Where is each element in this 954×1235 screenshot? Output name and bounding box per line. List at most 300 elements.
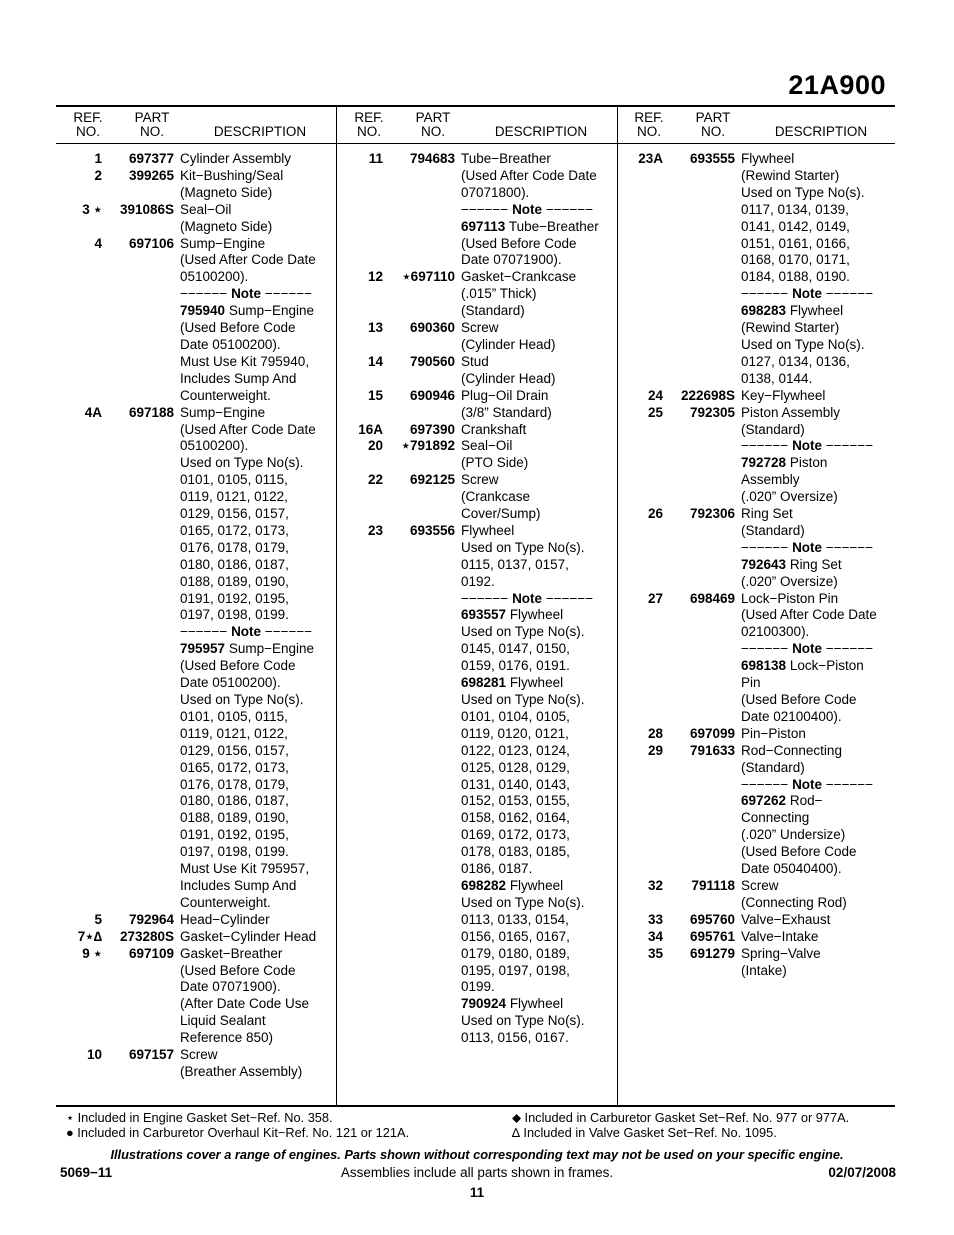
ref-number [617,793,663,810]
part-number [663,472,735,489]
part-row [56,236,336,253]
part-description: Used on Type No(s). [180,692,304,707]
ref-number [617,472,663,489]
part-description: Includes Sump And [180,370,297,386]
part-description: 0113, 0133, 0154, [461,911,569,927]
part-description: (Used Before Code [180,658,296,674]
part-number [383,624,455,641]
part-row [337,354,617,371]
part-number: ⋆791892 [401,438,455,454]
part-number [383,168,455,185]
part-row [617,151,895,168]
part-number [383,658,455,675]
part-description: Counterweight. [180,894,271,910]
ref-number: 15 [367,387,383,403]
part-row-continuation [617,895,895,912]
part-row-continuation [617,692,895,709]
ref-number [337,743,383,760]
part-description: Assembly [741,472,800,488]
part-row-continuation [617,489,895,506]
ref-number [337,895,383,912]
part-number [663,252,735,269]
ref-number [337,591,383,608]
part-number [383,777,455,794]
part-description: Screw [461,472,499,488]
note-divider: −−−−−− Note −−−−−− [461,590,594,606]
part-description: 0101, 0104, 0105, [461,708,570,724]
part-number: 697109 [128,945,174,961]
part-description: (Used Before Code [180,320,296,336]
alternate-part-description: Flywheel [506,607,564,623]
ref-number [337,777,383,794]
part-row-continuation [56,827,336,844]
part-description: 0165, 0172, 0173, [180,522,289,538]
part-row-continuation [337,303,617,320]
part-description: Cylinder Assembly [180,151,292,166]
part-description: (Standard) [741,421,805,437]
part-description: (Used After Code Date [741,607,877,623]
part-row [617,405,895,422]
part-row-continuation [337,844,617,861]
part-number [102,540,174,557]
parts-column-3 [617,107,895,1105]
ref-number [56,591,102,608]
part-description: Counterweight. [180,387,271,403]
part-description: (Used Before Code [741,844,857,860]
part-number: 698469 [689,590,735,606]
part-description: Sump−Engine [180,404,266,420]
part-row-continuation [56,793,336,810]
part-row-continuation [56,303,336,320]
part-row-continuation [617,793,895,810]
column-header [617,107,895,144]
ref-number [337,405,383,422]
part-number [383,489,455,506]
legend-carburetor-kit: ● Included in Carburetor Overhaul Kit−Ref. No. 121 or 121A. [66,1125,410,1140]
part-description [455,878,617,895]
part-row-continuation [617,320,895,337]
part-description: Gasket−Cylinder Head [180,928,317,944]
part-row-continuation [56,641,336,658]
part-number [102,455,174,472]
part-number [383,591,455,608]
ref-number [617,489,663,506]
part-description: 0151, 0161, 0166, [741,235,850,251]
part-row-continuation [337,607,617,624]
header-ref-no: REF. NO. [354,110,384,139]
ref-number [337,827,383,844]
ref-number [617,337,663,354]
part-row-continuation [56,269,336,286]
part-row-continuation [617,236,895,253]
ref-number [617,658,663,675]
part-row-continuation [337,489,617,506]
part-number [102,303,174,320]
part-description: 0168, 0170, 0171, [741,252,850,268]
ref-number [56,252,102,269]
ref-number [337,929,383,946]
part-row-continuation [56,996,336,1013]
part-description: Reference 850) [180,1030,274,1046]
part-description: Must Use Kit 795957, [180,861,310,877]
part-number [102,1030,174,1047]
ref-number [337,946,383,963]
ref-number [337,219,383,236]
part-description: Must Use Kit 795940, [180,353,310,369]
part-number [102,624,174,641]
part-number [663,337,735,354]
part-row-continuation [337,202,617,219]
part-description: (Cylinder Head) [461,336,556,352]
part-description: Used on Type No(s). [461,624,585,640]
part-number [102,337,174,354]
ref-number [56,743,102,760]
part-number [383,844,455,861]
part-row-continuation [56,658,336,675]
ref-number [56,895,102,912]
part-row-continuation [617,354,895,371]
part-number: 690946 [409,387,455,403]
part-description: 0188, 0189, 0190, [180,573,289,589]
parts-column-1 [56,107,336,1105]
ref-number [337,607,383,624]
ref-number [337,996,383,1013]
part-description: (.020” Oversize) [741,489,838,505]
ref-number: 11 [368,151,383,166]
part-number [383,760,455,777]
ref-number [56,506,102,523]
part-row-continuation [56,844,336,861]
part-number [383,912,455,929]
part-row-continuation [617,523,895,540]
part-description: 0158, 0162, 0164, [461,810,570,826]
part-number [663,709,735,726]
part-description: Lock−Piston Pin [741,590,839,606]
part-number [102,827,174,844]
part-description: (Used Before Code [741,692,857,707]
part-description: 0141, 0142, 0149, [741,218,850,234]
ref-number [617,810,663,827]
legend-valve-gasket: ∆ Included in Valve Gasket Set−Ref. No. 1095. [512,1125,777,1140]
ref-number [617,895,663,912]
ref-number: 27 [647,590,663,606]
part-description: Used on Type No(s). [461,894,585,910]
part-row [617,912,895,929]
part-number [383,793,455,810]
part-number: 792305 [689,404,735,420]
part-description: (Crankcase [461,489,531,505]
ref-number [56,523,102,540]
part-number [663,185,735,202]
part-description [455,219,617,236]
part-number [383,405,455,422]
part-row-continuation [56,726,336,743]
ref-number [617,641,663,658]
part-row-continuation [337,557,617,574]
part-row-continuation [617,219,895,236]
part-row-continuation [337,591,617,608]
part-description [174,303,336,320]
part-number [383,963,455,980]
part-row-continuation [56,591,336,608]
part-row [617,388,895,405]
part-row-continuation [617,557,895,574]
part-row-continuation [337,337,617,354]
header-part-no: PART NO. [134,110,170,139]
part-description: 0191, 0192, 0195, [180,827,289,843]
part-row-continuation [56,489,336,506]
ref-number [56,489,102,506]
part-number [663,793,735,810]
part-description: 0197, 0198, 0199. [180,844,289,860]
part-row-continuation [617,861,895,878]
part-row-continuation [56,422,336,439]
part-description: 0165, 0172, 0173, [180,759,289,775]
part-row-continuation [337,540,617,557]
part-row [617,946,895,963]
part-description: 0192. [461,573,495,589]
part-number [663,861,735,878]
part-number [102,388,174,405]
part-number [383,726,455,743]
ref-number [56,540,102,557]
part-row-continuation [56,219,336,236]
part-description: 0127, 0134, 0136, [741,353,850,369]
part-description: (.020” Undersize) [741,827,846,843]
part-description: 0131, 0140, 0143, [461,776,570,792]
ref-number [56,658,102,675]
part-number [663,692,735,709]
header-part-no: PART NO. [695,110,731,139]
part-description: (Breather Assembly) [180,1063,303,1079]
ref-number [617,523,663,540]
part-description: Screw [741,877,779,893]
part-number: 697106 [128,235,174,251]
ref-number [337,202,383,219]
part-row-continuation [56,438,336,455]
part-row-continuation [56,252,336,269]
ref-number: 9 ⋆ [82,945,102,961]
part-description: Stud [461,353,489,369]
part-number: 691279 [689,945,735,961]
part-row-continuation [337,726,617,743]
alternate-part-number: 693557 [461,607,507,623]
ref-number [337,337,383,354]
part-row-continuation [617,455,895,472]
alternate-part-description: Piston [786,455,828,471]
part-number [383,236,455,253]
part-description: Seal−Oil [180,201,232,217]
part-number: 697390 [409,421,455,437]
part-number [383,557,455,574]
part-number [383,709,455,726]
model-number: 21A900 [788,70,886,100]
part-description: Rod−Connecting [741,742,842,758]
part-row [617,506,895,523]
part-description: (3/8” Standard) [461,404,552,420]
part-number [383,506,455,523]
part-description: (Intake) [741,962,787,978]
ref-number: 12 [367,269,383,285]
part-row-continuation [337,861,617,878]
part-description: 0101, 0105, 0115, [180,708,288,724]
ref-number [617,963,663,980]
part-row-continuation [337,760,617,777]
part-row-continuation [56,963,336,980]
part-number [383,861,455,878]
part-description: Connecting [741,810,810,826]
part-description [455,996,617,1013]
part-description: Seal−Oil [461,438,513,454]
part-row [337,438,617,455]
parts-list [56,144,336,1081]
ref-number [56,371,102,388]
ref-number [56,1013,102,1030]
part-row-continuation [617,963,895,980]
part-number [383,675,455,692]
note-divider: −−−−−− Note −−−−−− [741,438,874,454]
part-description: Includes Sump And [180,877,297,893]
part-row-continuation [337,219,617,236]
part-description: Tube−Breather [461,151,551,166]
part-number: 791633 [689,742,735,758]
ref-number: 4 [94,235,102,251]
part-row-continuation [337,963,617,980]
ref-number [56,844,102,861]
header-description: DESCRIPTION [213,124,307,139]
part-description: Crankshaft [461,421,527,437]
part-description: 07071800). [461,184,530,200]
ref-number [56,810,102,827]
part-description: (Standard) [741,759,805,775]
part-number [663,827,735,844]
part-row [337,523,617,540]
ref-number [337,810,383,827]
part-number [383,743,455,760]
part-number [102,793,174,810]
part-number [383,185,455,202]
ref-number: 5 [94,911,102,927]
part-row-continuation [337,912,617,929]
part-number [383,202,455,219]
part-number [102,996,174,1013]
ref-number: 16A [358,421,383,437]
ref-number: 28 [647,725,663,741]
part-row-continuation [337,455,617,472]
alternate-part-number: 698283 [741,303,787,319]
part-row-continuation [617,168,895,185]
part-number: 695760 [689,911,735,927]
part-description: (Used Before Code [461,235,577,251]
alternate-part-description: Lock−Piston [786,658,864,674]
part-number [383,929,455,946]
part-description: 0191, 0192, 0195, [180,590,289,606]
ref-number [56,607,102,624]
part-row [617,591,895,608]
ref-number [617,202,663,219]
ref-number [617,827,663,844]
part-number [663,624,735,641]
part-number [102,472,174,489]
ref-number [617,574,663,591]
part-description: (Standard) [741,522,805,538]
part-description: (Used After Code Date [180,421,316,437]
ref-number [617,185,663,202]
part-row-continuation [617,371,895,388]
part-description: Cover/Sump) [461,506,541,522]
part-row-continuation [617,337,895,354]
part-description: 0145, 0147, 0150, [461,641,570,657]
ref-number [617,168,663,185]
part-row-continuation [56,607,336,624]
part-number [102,252,174,269]
part-description: Gasket−Crankcase [461,269,577,285]
part-description: 0178, 0183, 0185, [461,844,570,860]
alternate-part-number: 697113 [461,218,506,234]
part-number: 697157 [128,1047,174,1063]
part-row-continuation [56,472,336,489]
part-row-continuation [56,557,336,574]
part-number [383,979,455,996]
part-description [735,303,895,320]
part-row-continuation [337,252,617,269]
part-row [617,726,895,743]
part-number [663,557,735,574]
part-row-continuation [617,641,895,658]
part-number [663,422,735,439]
part-description: Date 05100200). [180,675,281,691]
part-row-continuation [56,810,336,827]
ref-number [56,574,102,591]
ref-number [337,303,383,320]
ref-number: 20 [367,438,383,454]
ref-number [56,624,102,641]
part-description: Used on Type No(s). [461,692,585,707]
alternate-part-number: 698138 [741,658,787,674]
part-description: Valve−Intake [741,928,819,944]
ref-number [617,675,663,692]
part-row-continuation [617,303,895,320]
part-row-continuation [56,540,336,557]
part-description: 0122, 0123, 0124, [461,742,570,758]
part-description: 0125, 0128, 0129, [461,759,570,775]
alternate-part-number: 792643 [741,556,787,572]
part-row-continuation [56,286,336,303]
ref-number [617,320,663,337]
part-description: Piston Assembly [741,404,841,420]
part-number [102,574,174,591]
part-number [102,760,174,777]
ref-number [337,912,383,929]
part-number [102,810,174,827]
ref-number [617,760,663,777]
part-description: Plug−Oil Drain [461,387,549,403]
part-number [663,202,735,219]
part-description: Pin [741,675,761,691]
part-number: 693556 [409,522,455,538]
ref-number [617,777,663,794]
parts-list [617,144,895,979]
part-description: 0184, 0188, 0190. [741,269,850,285]
alternate-part-description: Sump−Engine [225,303,314,319]
ref-number [617,354,663,371]
part-description: (Used After Code Date [461,167,597,183]
part-number: 697099 [689,725,735,741]
part-number [383,219,455,236]
part-row-continuation [56,760,336,777]
part-description: (.020” Oversize) [741,573,838,589]
part-number [663,675,735,692]
